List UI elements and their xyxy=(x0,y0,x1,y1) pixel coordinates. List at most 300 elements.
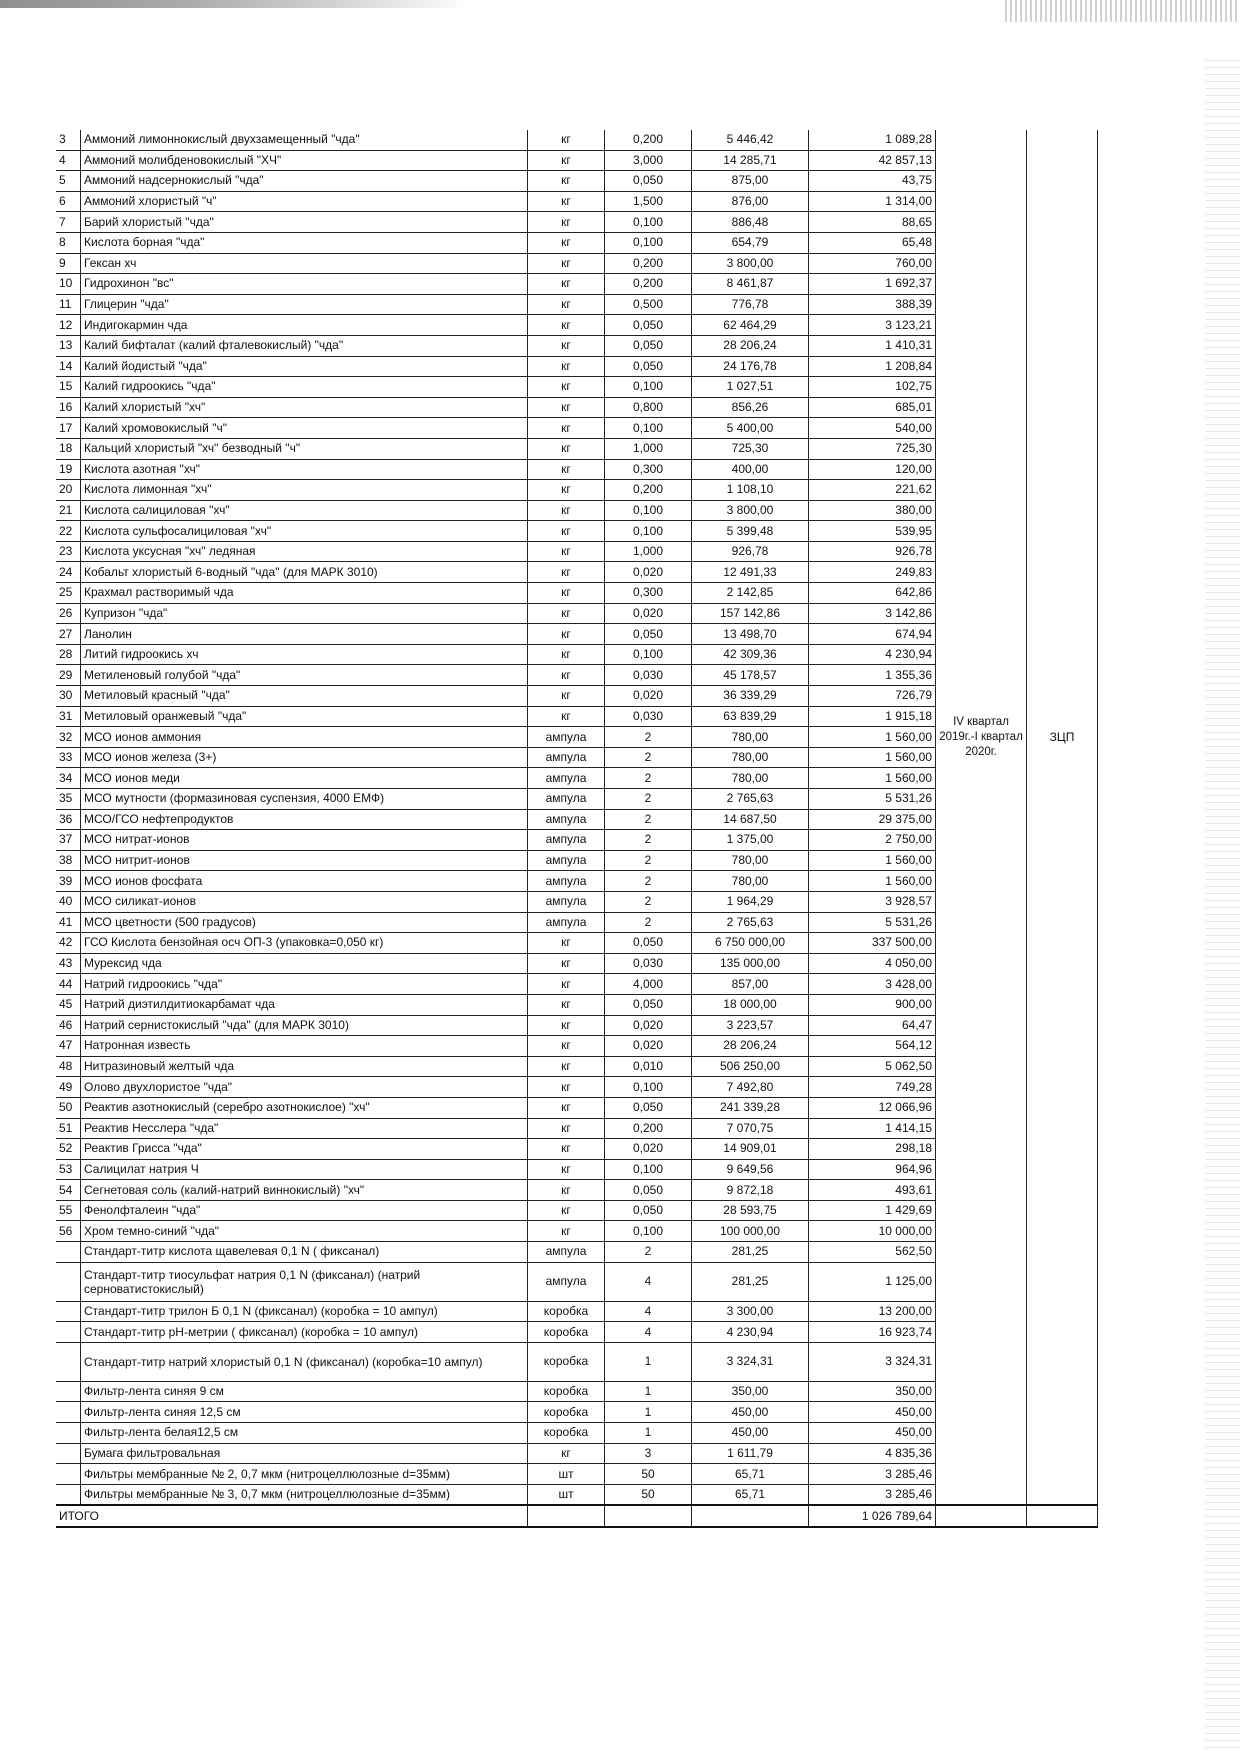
table-row xyxy=(56,1443,1098,1464)
department-cell xyxy=(1027,150,1098,171)
department-cell xyxy=(1027,1402,1098,1423)
item-sum: 1 692,37 xyxy=(809,274,936,295)
item-quantity: 0,020 xyxy=(605,1036,692,1057)
item-name: Крахмал растворимый чда xyxy=(81,583,528,604)
item-quantity: 2 xyxy=(605,809,692,830)
item-sum: 3 928,57 xyxy=(809,891,936,912)
item-quantity: 0,050 xyxy=(605,994,692,1015)
department-cell xyxy=(1027,974,1098,995)
item-sum: 12 066,96 xyxy=(809,1097,936,1118)
department-cell xyxy=(1027,274,1098,295)
item-quantity: 0,200 xyxy=(605,480,692,501)
item-name: Фильтр-лента синяя 9 см xyxy=(81,1381,528,1402)
item-unit: кг xyxy=(528,1118,605,1139)
period-cell xyxy=(936,521,1027,542)
item-name: Ланолин xyxy=(81,624,528,645)
item-quantity: 2 xyxy=(605,747,692,768)
item-sum: 5 531,26 xyxy=(809,912,936,933)
department-cell xyxy=(1027,1036,1098,1057)
item-unit: коробка xyxy=(528,1301,605,1322)
item-unit: кг xyxy=(528,335,605,356)
period-cell xyxy=(936,1402,1027,1423)
table-row xyxy=(56,541,1098,562)
item-sum: 3 142,86 xyxy=(809,603,936,624)
period-cell xyxy=(936,974,1027,995)
table-row xyxy=(56,809,1098,830)
period-cell xyxy=(936,1118,1027,1139)
table-row xyxy=(56,1180,1098,1201)
table-row xyxy=(56,521,1098,542)
item-name: Кислота азотная "хч" xyxy=(81,459,528,480)
item-price: 3 300,00 xyxy=(692,1301,809,1322)
item-unit: ампула xyxy=(528,871,605,892)
period-cell xyxy=(936,1056,1027,1077)
row-number xyxy=(56,1381,81,1402)
table-row xyxy=(56,624,1098,645)
department-cell xyxy=(1027,397,1098,418)
table-row xyxy=(56,1097,1098,1118)
item-quantity: 50 xyxy=(605,1484,692,1505)
table-row xyxy=(56,1221,1098,1242)
row-number: 51 xyxy=(56,1118,81,1139)
department-cell xyxy=(1027,541,1098,562)
table-row xyxy=(56,1402,1098,1423)
item-unit: ампула xyxy=(528,1242,605,1263)
table-row xyxy=(56,1077,1098,1098)
table-row xyxy=(56,1200,1098,1221)
item-quantity: 0,050 xyxy=(605,1180,692,1201)
item-name: Кислота уксусная "хч" ледяная xyxy=(81,541,528,562)
row-number: 38 xyxy=(56,850,81,871)
item-price: 281,25 xyxy=(692,1262,809,1301)
table-row xyxy=(56,1484,1098,1505)
item-price: 875,00 xyxy=(692,171,809,192)
item-quantity: 4 xyxy=(605,1262,692,1301)
table-row xyxy=(56,1342,1098,1381)
item-price: 780,00 xyxy=(692,850,809,871)
item-price: 1 611,79 xyxy=(692,1443,809,1464)
item-sum: 450,00 xyxy=(809,1423,936,1444)
row-number: 12 xyxy=(56,315,81,336)
period-cell xyxy=(936,356,1027,377)
item-quantity: 0,100 xyxy=(605,500,692,521)
item-quantity: 0,300 xyxy=(605,459,692,480)
item-unit: кг xyxy=(528,665,605,686)
period-cell xyxy=(936,1423,1027,1444)
table-row xyxy=(56,665,1098,686)
table-row xyxy=(56,191,1098,212)
item-price: 241 339,28 xyxy=(692,1097,809,1118)
period-cell xyxy=(936,1221,1027,1242)
period-cell xyxy=(936,541,1027,562)
item-name: Кальций хлористый "хч" безводный "ч" xyxy=(81,438,528,459)
item-name: Фильтры мембранные № 3, 0,7 мкм (нитроцеллюлозные d=35мм) xyxy=(81,1484,528,1505)
item-name: Калий хромовокислый "ч" xyxy=(81,418,528,439)
period-cell xyxy=(936,397,1027,418)
item-price: 3 223,57 xyxy=(692,1015,809,1036)
row-number: 40 xyxy=(56,891,81,912)
item-unit: кг xyxy=(528,212,605,233)
row-number: 52 xyxy=(56,1139,81,1160)
item-unit: кг xyxy=(528,150,605,171)
item-unit: кг xyxy=(528,706,605,727)
item-price: 450,00 xyxy=(692,1402,809,1423)
item-price: 780,00 xyxy=(692,871,809,892)
item-price: 281,25 xyxy=(692,1242,809,1263)
item-quantity: 0,100 xyxy=(605,212,692,233)
table-row xyxy=(56,1242,1098,1263)
item-quantity: 0,050 xyxy=(605,1097,692,1118)
item-sum: 1 560,00 xyxy=(809,747,936,768)
item-unit: кг xyxy=(528,1077,605,1098)
item-sum: 493,61 xyxy=(809,1180,936,1201)
item-sum: 42 857,13 xyxy=(809,150,936,171)
item-unit: кг xyxy=(528,418,605,439)
item-name: Купризон "чда" xyxy=(81,603,528,624)
department-cell xyxy=(1027,1118,1098,1139)
item-unit: кг xyxy=(528,583,605,604)
row-number: 11 xyxy=(56,294,81,315)
document-sheet xyxy=(56,130,1108,1528)
item-price: 5 446,42 xyxy=(692,130,809,150)
item-price: 450,00 xyxy=(692,1423,809,1444)
item-sum: 3 428,00 xyxy=(809,974,936,995)
row-number: 32 xyxy=(56,727,81,748)
item-quantity: 0,200 xyxy=(605,253,692,274)
item-sum: 1 410,31 xyxy=(809,335,936,356)
item-unit: кг xyxy=(528,253,605,274)
row-number: 27 xyxy=(56,624,81,645)
item-price: 2 765,63 xyxy=(692,789,809,810)
row-number xyxy=(56,1342,81,1381)
table-row xyxy=(56,830,1098,851)
row-number: 5 xyxy=(56,171,81,192)
delivery-period: IV квартал 2019г.-I квартал 2020г. xyxy=(936,706,1027,768)
period-cell xyxy=(936,1015,1027,1036)
item-quantity: 0,020 xyxy=(605,686,692,707)
period-cell xyxy=(936,459,1027,480)
item-sum: 120,00 xyxy=(809,459,936,480)
item-quantity: 0,030 xyxy=(605,953,692,974)
total-empty xyxy=(528,1505,605,1527)
item-unit: кг xyxy=(528,171,605,192)
period-cell xyxy=(936,624,1027,645)
item-unit: кг xyxy=(528,1015,605,1036)
total-empty xyxy=(692,1505,809,1527)
item-price: 9 649,56 xyxy=(692,1159,809,1180)
item-quantity: 0,100 xyxy=(605,1221,692,1242)
table-row xyxy=(56,850,1098,871)
item-sum: 674,94 xyxy=(809,624,936,645)
item-sum: 221,62 xyxy=(809,480,936,501)
period-cell xyxy=(936,830,1027,851)
department-cell xyxy=(1027,1381,1098,1402)
row-number: 26 xyxy=(56,603,81,624)
item-quantity: 1 xyxy=(605,1402,692,1423)
item-price: 24 176,78 xyxy=(692,356,809,377)
item-name: Натронная известь xyxy=(81,1036,528,1057)
row-number: 34 xyxy=(56,768,81,789)
item-quantity: 0,020 xyxy=(605,562,692,583)
item-unit: кг xyxy=(528,315,605,336)
row-number xyxy=(56,1402,81,1423)
period-cell xyxy=(936,603,1027,624)
item-sum: 5 531,26 xyxy=(809,789,936,810)
item-name: Мурексид чда xyxy=(81,953,528,974)
table-row xyxy=(56,706,1098,727)
period-cell xyxy=(936,891,1027,912)
item-quantity: 2 xyxy=(605,789,692,810)
department-cell xyxy=(1027,809,1098,830)
item-name: МСО мутности (формазиновая суспензия, 4000 ЕМФ) xyxy=(81,789,528,810)
item-unit: ампула xyxy=(528,768,605,789)
item-name: Реактив Грисса "чда" xyxy=(81,1139,528,1160)
item-name: Фильтр-лента синяя 12,5 см xyxy=(81,1402,528,1423)
table-row xyxy=(56,232,1098,253)
item-unit: кг xyxy=(528,1139,605,1160)
total-row xyxy=(56,1505,1098,1527)
item-sum: 298,18 xyxy=(809,1139,936,1160)
item-sum: 1 429,69 xyxy=(809,1200,936,1221)
item-sum: 10 000,00 xyxy=(809,1221,936,1242)
item-price: 5 400,00 xyxy=(692,418,809,439)
period-cell xyxy=(936,294,1027,315)
item-name: Стандарт-титр кислота щавелевая 0,1 N ( фиксанал) xyxy=(81,1242,528,1263)
item-quantity: 0,200 xyxy=(605,130,692,150)
period-cell xyxy=(936,1322,1027,1343)
item-unit: кг xyxy=(528,1159,605,1180)
table-row xyxy=(56,686,1098,707)
item-name: Фенолфталеин "чда" xyxy=(81,1200,528,1221)
item-sum: 65,48 xyxy=(809,232,936,253)
item-quantity: 4 xyxy=(605,1301,692,1322)
item-sum: 1 355,36 xyxy=(809,665,936,686)
item-price: 42 309,36 xyxy=(692,644,809,665)
department-cell xyxy=(1027,1262,1098,1301)
period-cell xyxy=(936,335,1027,356)
period-cell xyxy=(936,1484,1027,1505)
table-row xyxy=(56,253,1098,274)
table-row xyxy=(56,871,1098,892)
table-row xyxy=(56,418,1098,439)
item-price: 18 000,00 xyxy=(692,994,809,1015)
period-cell xyxy=(936,253,1027,274)
item-unit: кг xyxy=(528,1443,605,1464)
item-price: 12 491,33 xyxy=(692,562,809,583)
table-row xyxy=(56,1036,1098,1057)
period-cell xyxy=(936,912,1027,933)
item-price: 886,48 xyxy=(692,212,809,233)
department-cell xyxy=(1027,1301,1098,1322)
row-number: 25 xyxy=(56,583,81,604)
period-cell xyxy=(936,1262,1027,1301)
item-quantity: 0,500 xyxy=(605,294,692,315)
item-unit: ампула xyxy=(528,809,605,830)
item-sum: 539,95 xyxy=(809,521,936,542)
item-name: Кислота салициловая "хч" xyxy=(81,500,528,521)
item-unit: кг xyxy=(528,191,605,212)
row-number: 55 xyxy=(56,1200,81,1221)
period-cell xyxy=(936,933,1027,954)
row-number: 50 xyxy=(56,1097,81,1118)
item-price: 36 339,29 xyxy=(692,686,809,707)
item-name: Салицилат натрия Ч xyxy=(81,1159,528,1180)
item-sum: 380,00 xyxy=(809,500,936,521)
row-number: 7 xyxy=(56,212,81,233)
row-number: 18 xyxy=(56,438,81,459)
item-name: Натрий диэтилдитиокарбамат чда xyxy=(81,994,528,1015)
department-cell xyxy=(1027,871,1098,892)
department-cell xyxy=(1027,891,1098,912)
item-sum: 1 125,00 xyxy=(809,1262,936,1301)
item-unit: кг xyxy=(528,459,605,480)
item-price: 65,71 xyxy=(692,1464,809,1485)
item-quantity: 0,800 xyxy=(605,397,692,418)
item-price: 28 593,75 xyxy=(692,1200,809,1221)
item-price: 780,00 xyxy=(692,747,809,768)
period-cell xyxy=(936,130,1027,150)
item-unit: кг xyxy=(528,1097,605,1118)
row-number xyxy=(56,1242,81,1263)
item-price: 13 498,70 xyxy=(692,624,809,645)
row-number: 6 xyxy=(56,191,81,212)
item-unit: кг xyxy=(528,130,605,150)
row-number: 56 xyxy=(56,1221,81,1242)
department-cell xyxy=(1027,686,1098,707)
item-quantity: 4,000 xyxy=(605,974,692,995)
item-sum: 388,39 xyxy=(809,294,936,315)
table-row xyxy=(56,150,1098,171)
item-quantity: 0,030 xyxy=(605,706,692,727)
item-sum: 450,00 xyxy=(809,1402,936,1423)
item-sum: 4 835,36 xyxy=(809,1443,936,1464)
row-number: 13 xyxy=(56,335,81,356)
item-price: 157 142,86 xyxy=(692,603,809,624)
item-sum: 5 062,50 xyxy=(809,1056,936,1077)
item-sum: 1 314,00 xyxy=(809,191,936,212)
item-sum: 13 200,00 xyxy=(809,1301,936,1322)
item-name: Аммоний надсернокислый "чда" xyxy=(81,171,528,192)
item-quantity: 0,200 xyxy=(605,274,692,295)
item-quantity: 2 xyxy=(605,871,692,892)
item-name: МСО нитрат-ионов xyxy=(81,830,528,851)
row-number: 8 xyxy=(56,232,81,253)
row-number: 17 xyxy=(56,418,81,439)
item-unit: коробка xyxy=(528,1322,605,1343)
item-name: Кислота сульфосалициловая "хч" xyxy=(81,521,528,542)
row-number: 28 xyxy=(56,644,81,665)
item-sum: 1 089,28 xyxy=(809,130,936,150)
period-cell xyxy=(936,480,1027,501)
table-row xyxy=(56,1381,1098,1402)
period-cell xyxy=(936,212,1027,233)
item-sum: 2 750,00 xyxy=(809,830,936,851)
period-cell xyxy=(936,953,1027,974)
item-quantity: 3 xyxy=(605,1443,692,1464)
item-name: Кислота лимонная "хч" xyxy=(81,480,528,501)
item-quantity: 0,020 xyxy=(605,1015,692,1036)
item-name: Стандарт-титр натрий хлористый 0,1 N (фиксанал) (коробка=10 ампул) xyxy=(81,1342,528,1381)
period-cell xyxy=(936,1301,1027,1322)
period-cell xyxy=(936,500,1027,521)
department-cell xyxy=(1027,1423,1098,1444)
period-cell xyxy=(936,1180,1027,1201)
department-cell xyxy=(1027,1056,1098,1077)
department-cell xyxy=(1027,500,1098,521)
item-quantity: 2 xyxy=(605,891,692,912)
table-row xyxy=(56,1139,1098,1160)
item-name: Калий бифталат (калий фталевокислый) "чда" xyxy=(81,335,528,356)
item-price: 506 250,00 xyxy=(692,1056,809,1077)
item-name: Аммоний молибденовокислый "ХЧ" xyxy=(81,150,528,171)
table-row xyxy=(56,994,1098,1015)
item-quantity: 0,050 xyxy=(605,335,692,356)
item-price: 3 800,00 xyxy=(692,500,809,521)
row-number: 44 xyxy=(56,974,81,995)
item-unit: шт xyxy=(528,1464,605,1485)
row-number: 46 xyxy=(56,1015,81,1036)
total-label: ИТОГО xyxy=(56,1505,528,1527)
table-row xyxy=(56,583,1098,604)
item-quantity: 4 xyxy=(605,1322,692,1343)
table-row xyxy=(56,912,1098,933)
item-name: Калий гидроокись "чда" xyxy=(81,377,528,398)
table-row xyxy=(56,789,1098,810)
item-price: 14 909,01 xyxy=(692,1139,809,1160)
department-cell xyxy=(1027,438,1098,459)
item-price: 65,71 xyxy=(692,1484,809,1505)
item-sum: 749,28 xyxy=(809,1077,936,1098)
department-cell xyxy=(1027,212,1098,233)
item-quantity: 0,050 xyxy=(605,315,692,336)
item-name: Стандарт-титр рН-метрии ( фиксанал) (коробка = 10 ампул) xyxy=(81,1322,528,1343)
item-name: ГСО Кислота бензойная осч ОП-3 (упаковка=0,050 кг) xyxy=(81,933,528,954)
item-sum: 726,79 xyxy=(809,686,936,707)
period-cell xyxy=(936,438,1027,459)
item-price: 780,00 xyxy=(692,727,809,748)
item-name: МСО/ГСО нефтепродуктов xyxy=(81,809,528,830)
row-number: 3 xyxy=(56,130,81,150)
item-quantity: 0,020 xyxy=(605,1139,692,1160)
item-sum: 1 915,18 xyxy=(809,706,936,727)
department-cell xyxy=(1027,665,1098,686)
table-row xyxy=(56,274,1098,295)
item-quantity: 0,050 xyxy=(605,933,692,954)
row-number: 35 xyxy=(56,789,81,810)
department-cell xyxy=(1027,335,1098,356)
item-price: 654,79 xyxy=(692,232,809,253)
item-name: Гексан хч xyxy=(81,253,528,274)
item-name: Метиловый красный "чда" xyxy=(81,686,528,707)
period-cell xyxy=(936,1077,1027,1098)
item-sum: 540,00 xyxy=(809,418,936,439)
item-price: 3 324,31 xyxy=(692,1342,809,1381)
row-number: 16 xyxy=(56,397,81,418)
department-cell xyxy=(1027,1097,1098,1118)
row-number: 49 xyxy=(56,1077,81,1098)
item-unit: кг xyxy=(528,1221,605,1242)
item-unit: коробка xyxy=(528,1342,605,1381)
row-number: 4 xyxy=(56,150,81,171)
item-name: Метиловый оранжевый "чда" xyxy=(81,706,528,727)
period-cell xyxy=(936,315,1027,336)
row-number: 30 xyxy=(56,686,81,707)
item-price: 7 070,75 xyxy=(692,1118,809,1139)
item-quantity: 0,010 xyxy=(605,1056,692,1077)
item-name: МСО ионов аммония xyxy=(81,727,528,748)
item-price: 350,00 xyxy=(692,1381,809,1402)
item-sum: 3 285,46 xyxy=(809,1464,936,1485)
